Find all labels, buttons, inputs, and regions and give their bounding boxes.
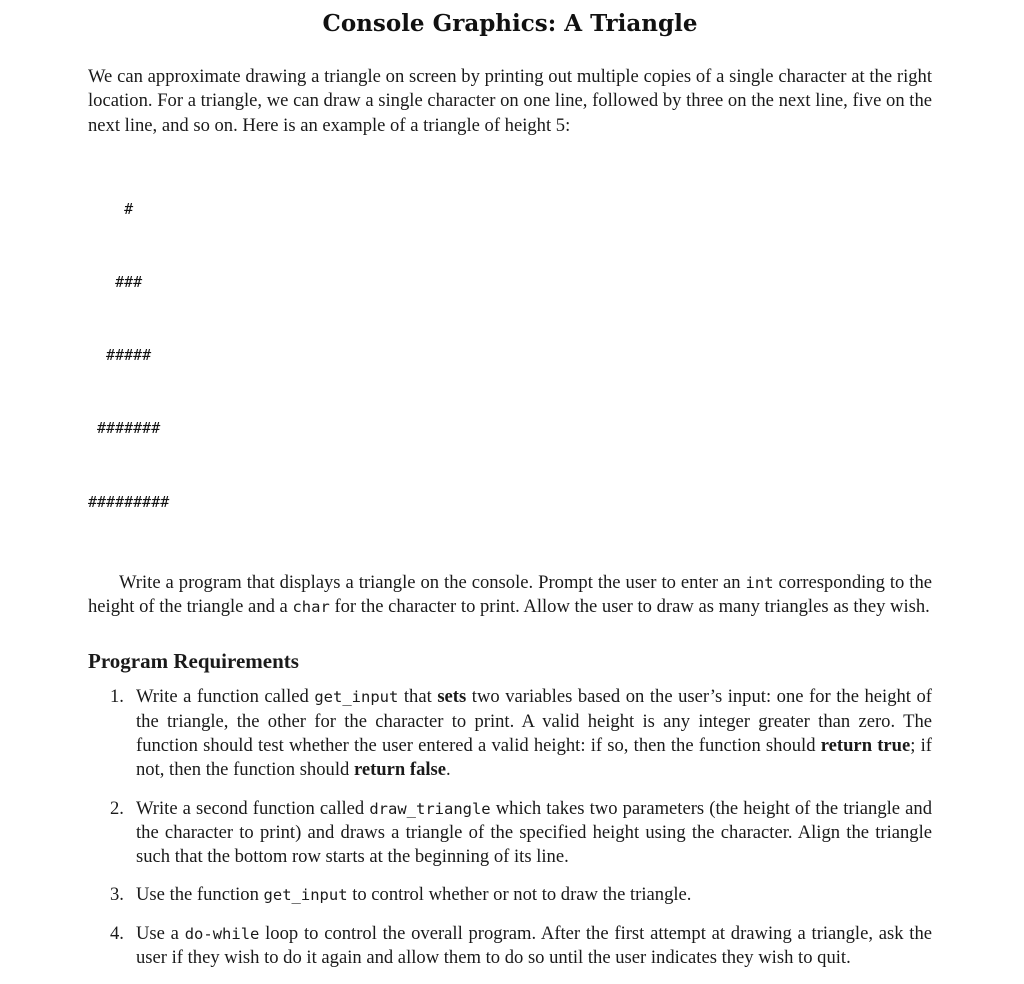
- item-number: 1.: [110, 686, 124, 708]
- triangle-row: #######: [88, 419, 161, 438]
- inline-code: draw_triangle: [369, 799, 491, 818]
- item-text: ; if not, then the function should: [136, 734, 933, 781]
- inline-code: get_input: [314, 688, 399, 707]
- item-number: 2.: [110, 797, 124, 819]
- item-text: two variables based on the user’s input: one for the height of the triangle, the other for the character to print. A valid height is any integer greater than zero. The function should test whether the user entered a valid height: if so, then the function should: [136, 686, 933, 756]
- task-text: for the character to print. Allow the user to draw as many triangles as they wish.: [329, 596, 930, 618]
- item-text: Use a: [136, 922, 185, 944]
- triangle-row: #####: [88, 346, 152, 365]
- section-heading: Program Requirements: [88, 649, 299, 674]
- item-text: Write a function called: [136, 686, 315, 708]
- inline-code-int: int: [745, 573, 774, 592]
- bold-text: return false: [353, 759, 447, 781]
- requirement-item: [88, 797, 932, 870]
- item-text: to control whether or not to draw the triangle.: [347, 884, 692, 906]
- inline-code-char: char: [292, 598, 330, 617]
- triangle-row: #: [88, 199, 134, 218]
- item-number: 3.: [110, 884, 124, 906]
- item-number: 4.: [110, 922, 124, 944]
- item-text: loop to control the overall program. After the first attempt at drawing a triangle, ask the user if they wish to do it again and allow them to do so until the user indicates they wish to quit.: [136, 922, 933, 969]
- item-text: .: [446, 759, 451, 781]
- requirement-item: [88, 883, 932, 907]
- item-text: Use the function: [136, 884, 264, 906]
- bold-text: sets: [437, 686, 467, 708]
- requirement-item: [88, 685, 932, 782]
- item-text: Write a second function called: [136, 797, 370, 819]
- item-text: which takes two parameters (the height of the triangle and the character to print) and draws a triangle of the specified height using the character. Align the triangle such that the bottom row starts at the beginning of its line.: [136, 797, 932, 868]
- intro-paragraph: We can approximate drawing a triangle on screen by printing out multiple copies of a single character at the right location. For a triangle, we can draw a single character on one line, followed by three on the next line, five on the next line, and so on. Here is an example of a triangle of height 5:: [88, 66, 932, 136]
- task-paragraph: [88, 571, 932, 620]
- triangle-example: [88, 148, 932, 563]
- triangle-row: ###: [88, 272, 143, 291]
- triangle-row: #########: [88, 492, 170, 511]
- requirement-item: [88, 922, 932, 971]
- bold-text: return true: [820, 734, 911, 756]
- document-page: [88, 0, 932, 984]
- page-title: Console Graphics: A Triangle: [322, 10, 698, 37]
- task-text: corresponding to the height of the triangle and a: [88, 571, 932, 618]
- requirements-list: [88, 685, 932, 970]
- task-text: Write a program that displays a triangle on the console. Prompt the user to enter an: [119, 571, 746, 593]
- inline-code: do-while: [184, 924, 260, 943]
- inline-code: get_input: [263, 886, 348, 905]
- item-text: that: [398, 686, 438, 708]
